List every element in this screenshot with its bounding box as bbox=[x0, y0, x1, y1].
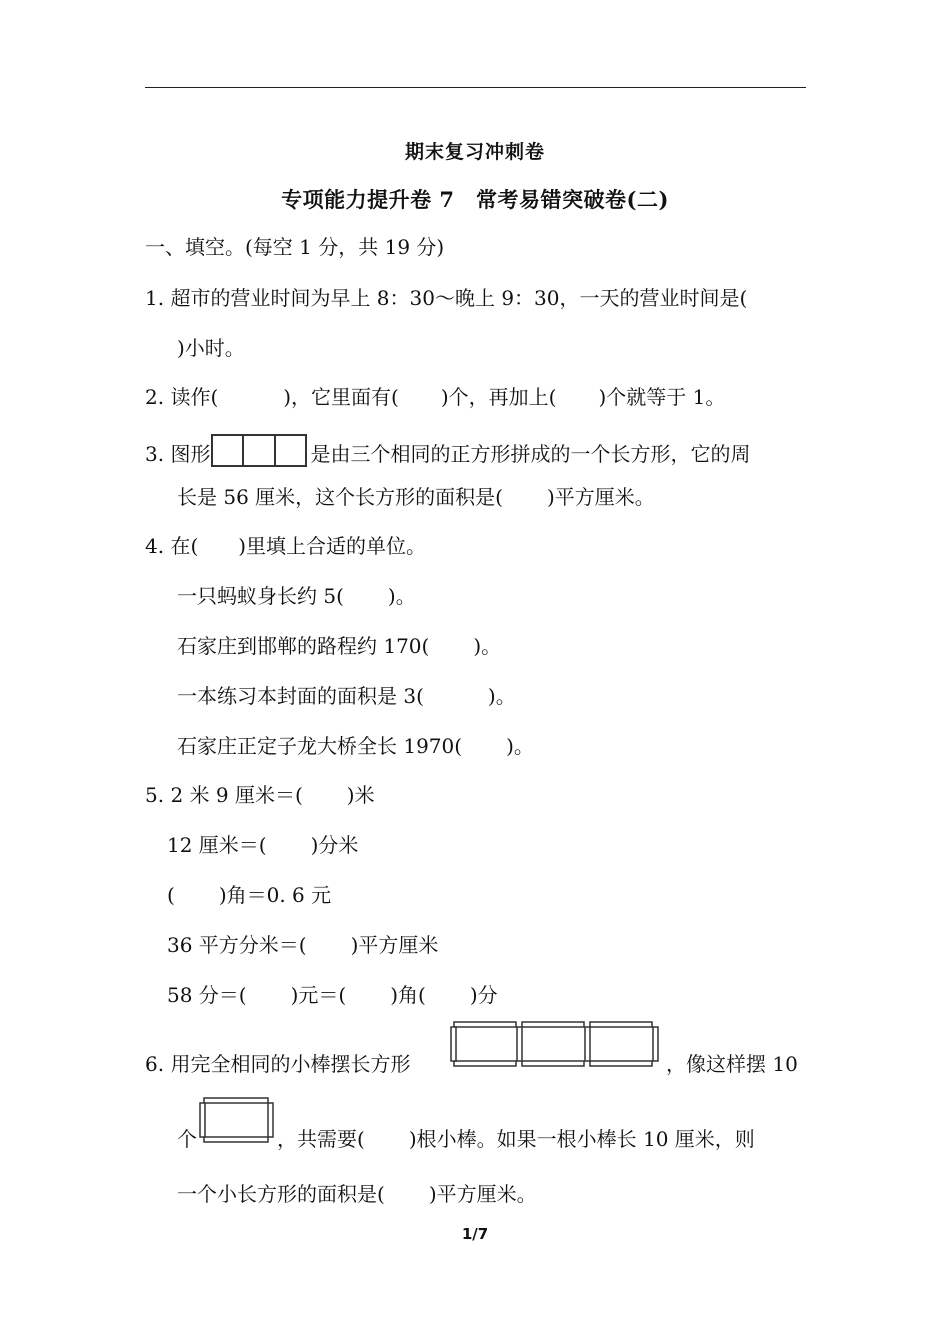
q5-line-5 bbox=[167, 981, 498, 1009]
q6-text-6: 一个小长方形的面积是( bbox=[177, 1182, 385, 1206]
q4-item-1 bbox=[177, 582, 416, 610]
stick-rectangles-figure bbox=[450, 1020, 664, 1070]
q5-line-3 bbox=[167, 881, 331, 909]
q6-line-1-text bbox=[145, 1050, 410, 1078]
q5-line-2-unit: )分米 bbox=[310, 833, 359, 857]
q5-line-3-open: ( bbox=[167, 883, 175, 907]
q5-line-2 bbox=[167, 831, 358, 859]
q3-text-2: 是由三个相同的正方形拼成的一个长方形，它的周 bbox=[310, 442, 751, 466]
q4-item-2-end: )。 bbox=[473, 634, 502, 658]
q6-text-7: )平方厘米。 bbox=[428, 1182, 537, 1206]
question-1-line-1: 1. 超市的营业时间为早上 8：30～晚上 9：30，一天的营业时间是( bbox=[145, 286, 748, 310]
q4-item-1-end: )。 bbox=[387, 584, 416, 608]
question-1-line-2: )小时。 bbox=[177, 336, 245, 360]
exam-title: 期末复习冲刺卷 bbox=[404, 141, 545, 163]
q5-line-5-text-3: )角( bbox=[390, 983, 426, 1007]
q3-text-1: 3. 图形 bbox=[145, 442, 211, 466]
q4-item-4-text: 石家庄正定子龙大桥全长 1970( bbox=[177, 734, 463, 758]
q5-line-5-text-1: 58 分＝( bbox=[167, 983, 247, 1007]
q6-line-1-end bbox=[666, 1050, 798, 1078]
q2-text-4: )个就等于 1。 bbox=[598, 385, 726, 409]
q6-text-5: )根小棒。如果一根小棒长 10 厘米，则 bbox=[408, 1127, 755, 1151]
question-2 bbox=[145, 383, 725, 411]
top-rule bbox=[145, 87, 806, 88]
question-4-heading: 4. 在( )里填上合适的单位。 bbox=[145, 534, 427, 558]
q4-item-4-end: )。 bbox=[506, 734, 534, 758]
q5-line-5-text-2: )元＝( bbox=[290, 983, 347, 1007]
q4-item-1-text: 一只蚂蚁身长约 5( bbox=[177, 584, 344, 608]
q4-item-4 bbox=[177, 732, 534, 760]
q5-line-2-text: 12 厘米＝( bbox=[167, 833, 267, 857]
q2-text-3: )个，再加上( bbox=[440, 385, 557, 409]
q6-text-2: ，像这样摆 10 bbox=[666, 1052, 798, 1076]
q6-line-2-end bbox=[277, 1125, 755, 1153]
q5-line-1-unit: )米 bbox=[346, 783, 375, 807]
q4-item-3-end: )。 bbox=[487, 684, 516, 708]
q3-text-4: )平方厘米。 bbox=[546, 485, 655, 509]
q5-line-1 bbox=[145, 781, 375, 809]
section-heading: 一、填空。(每空 1 分，共 19 分) bbox=[145, 235, 445, 259]
q4-item-3 bbox=[177, 682, 516, 710]
q5-line-3-text: )角＝0. 6 元 bbox=[218, 883, 332, 907]
q5-line-4-text: 36 平方分米＝( bbox=[167, 933, 307, 957]
single-stick-rectangle-figure bbox=[199, 1096, 275, 1146]
q6-text-3: 个 bbox=[177, 1127, 197, 1151]
q5-line-4 bbox=[167, 931, 438, 959]
question-3-line-1 bbox=[145, 440, 750, 469]
q2-text-1: 2. 读作( bbox=[145, 385, 219, 409]
q4-item-3-text: 一本练习本封面的面积是 3( bbox=[177, 684, 424, 708]
q3-text-3: 长是 56 厘米，这个长方形的面积是( bbox=[177, 485, 503, 509]
q6-text-4: ，共需要( bbox=[277, 1127, 365, 1151]
q2-text-2: )，它里面有( bbox=[283, 385, 399, 409]
exam-subtitle: 专项能力提升卷 7 常考易错突破卷(二) bbox=[281, 187, 669, 212]
question-3-line-2 bbox=[177, 483, 655, 511]
q6-text-1: 6. 用完全相同的小棒摆长方形 bbox=[145, 1052, 411, 1076]
q6-line-2-start bbox=[177, 1125, 197, 1153]
q6-line-3 bbox=[177, 1180, 537, 1208]
three-squares-figure bbox=[210, 433, 310, 469]
q5-line-1-text: 5. 2 米 9 厘米＝( bbox=[145, 783, 303, 807]
q4-item-2-text: 石家庄到邯郸的路程约 170( bbox=[177, 634, 430, 658]
page-number: 1/7 bbox=[461, 1225, 489, 1243]
q5-line-5-text-4: )分 bbox=[469, 983, 498, 1007]
q4-item-2 bbox=[177, 632, 501, 660]
q5-line-4-unit: )平方厘米 bbox=[350, 933, 439, 957]
